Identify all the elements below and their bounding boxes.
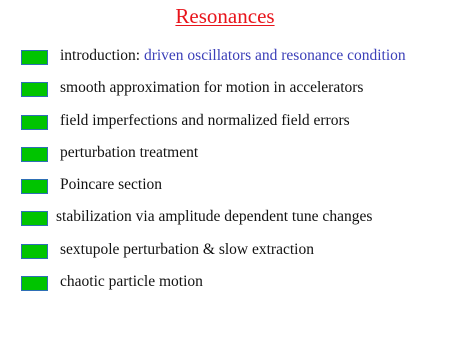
list-item [0, 172, 450, 204]
list-item-label: perturbation treatment [60, 143, 199, 161]
list-item [0, 75, 450, 107]
list-item [0, 269, 450, 301]
green-rectangle-bullet-icon [21, 115, 48, 130]
list-item-label: Poincare section [60, 176, 163, 194]
green-rectangle-bullet-icon [21, 50, 48, 65]
list-item-label [60, 46, 406, 66]
green-rectangle-bullet-icon [21, 179, 48, 194]
list-item-label: field imperfections and normalized field errors [60, 111, 350, 129]
list-item [0, 237, 450, 269]
list-item-label: chaotic particle motion [60, 273, 203, 291]
list-item-label: smooth approximation for motion in accelerators [60, 79, 364, 97]
topic-list [0, 43, 450, 301]
list-item-label: stabilization via amplitude dependent tune changes [56, 208, 373, 226]
list-item [0, 108, 450, 140]
green-rectangle-bullet-icon [21, 82, 48, 97]
green-rectangle-bullet-icon [21, 147, 48, 162]
list-item-label: sextupole perturbation & slow extraction [60, 240, 314, 258]
green-rectangle-bullet-icon [21, 211, 48, 226]
list-item [0, 140, 450, 172]
slide-title: Resonances [175, 4, 275, 28]
list-item-highlight: driven oscillators and resonance condition [143, 47, 406, 64]
green-rectangle-bullet-icon [21, 276, 48, 291]
green-rectangle-bullet-icon [21, 244, 48, 259]
list-item-prefix: introduction: [60, 47, 144, 64]
list-item [0, 204, 450, 236]
list-item [0, 43, 450, 75]
